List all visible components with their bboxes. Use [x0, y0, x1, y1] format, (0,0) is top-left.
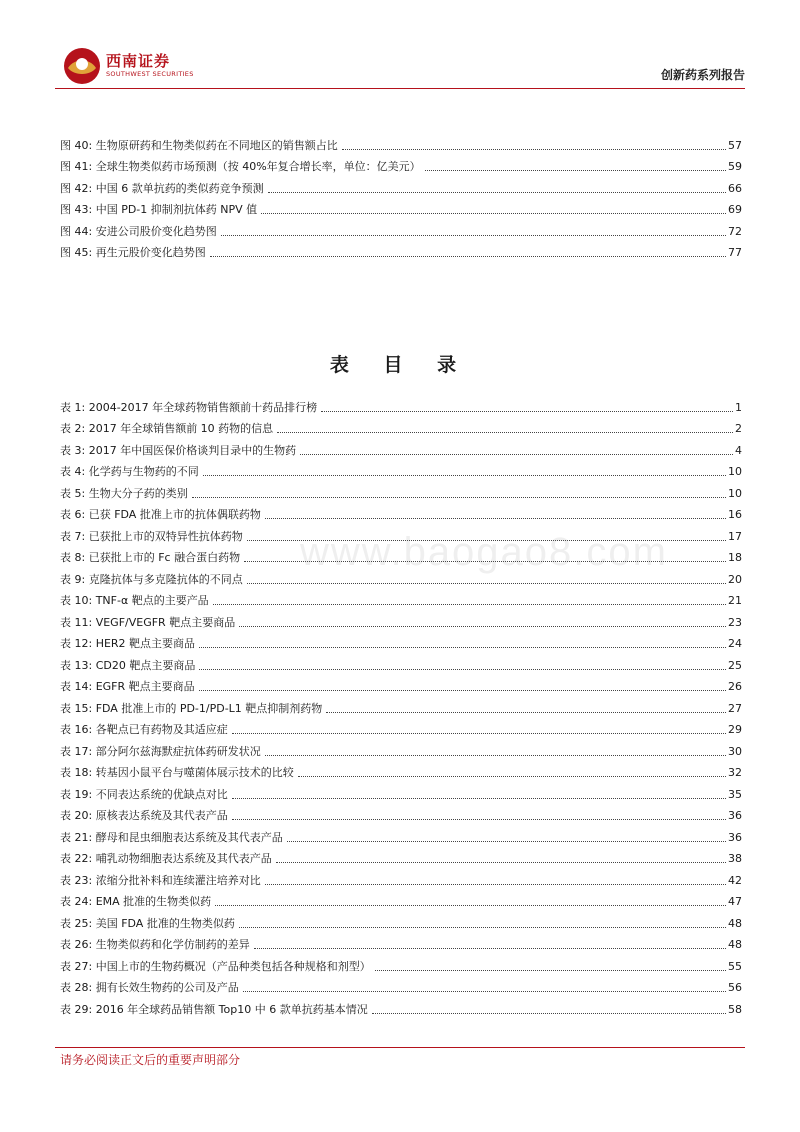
dot-leader: [232, 733, 726, 734]
figure-entry[interactable]: [60, 217, 742, 239]
table-entry-page-number: 17: [728, 529, 742, 543]
dot-leader: [239, 626, 726, 627]
table-entry-page-number: 35: [728, 787, 742, 801]
dot-leader: [425, 170, 726, 171]
table-entry-label: 表 3: 2017 年中国医保价格谈判目录中的生物药: [60, 443, 297, 457]
dot-leader: [321, 411, 733, 412]
table-entry-page-number: 16: [728, 508, 742, 521]
table-entry-page-number: 21: [728, 594, 742, 607]
table-entry-label: 表 11: VEGF/VEGFR 靶点主要商品: [60, 615, 236, 629]
table-entry-label: 表 7: 已获批上市的双特异性抗体药物: [60, 529, 243, 543]
figure-entry[interactable]: [60, 196, 742, 218]
dot-leader: [277, 432, 733, 433]
table-entry-label: 表 13: CD20 靶点主要商品: [60, 658, 196, 672]
figure-entry-page-number: 72: [728, 224, 742, 238]
table-entry-page-number: 25: [728, 658, 742, 672]
table-entry-label: 表 27: 中国上市的生物药概况（产品种类包括各种规格和剂型）: [60, 959, 371, 973]
table-entry[interactable]: [60, 823, 742, 845]
table-entry-page-number: 32: [728, 766, 742, 779]
dot-leader: [375, 970, 726, 971]
table-entry-label: 表 2: 2017 年全球销售额前 10 药物的信息: [60, 422, 274, 435]
table-entry-label: 表 25: 美国 FDA 批准的生物类似药: [60, 916, 235, 930]
figure-entry-label: 图 40: 生物原研药和生物类似药在不同地区的销售额占比: [60, 138, 338, 152]
report-type: 创新药系列报告: [660, 68, 745, 82]
figure-entry-label: 图 45: 再生元股价变化趋势图: [60, 246, 206, 259]
table-entry[interactable]: [60, 479, 742, 501]
table-entry-page-number: 26: [728, 680, 742, 693]
dot-leader: [298, 776, 726, 777]
table-entry-page-number: 18: [728, 551, 742, 564]
dot-leader: [265, 518, 726, 519]
table-entry[interactable]: [60, 888, 742, 910]
table-entry-label: 表 8: 已获批上市的 Fc 融合蛋白药物: [60, 551, 241, 564]
tables-section-title: 表 目 录: [329, 354, 471, 376]
table-entry[interactable]: [60, 415, 742, 437]
table-entry-label: 表 19: 不同表达系统的优缺点对比: [60, 787, 228, 801]
table-entry-label: 表 29: 2016 年全球药品销售额 Top10 中 6 款单抗药基本情况: [60, 1002, 368, 1016]
table-entry[interactable]: [60, 673, 742, 695]
table-entry-page-number: 24: [728, 637, 742, 650]
dot-leader: [247, 583, 726, 584]
table-entry[interactable]: [60, 952, 742, 974]
table-entry-label: 表 6: 已获 FDA 批准上市的抗体偶联药物: [60, 508, 261, 521]
table-entry[interactable]: [60, 630, 742, 652]
figure-entry[interactable]: [60, 239, 742, 261]
watermark: www.baogao8.com: [300, 530, 668, 574]
table-entry-label: 表 26: 生物类似药和化学仿制药的差异: [60, 938, 250, 951]
table-entry[interactable]: [60, 458, 742, 480]
table-entry-page-number: 38: [728, 852, 742, 865]
table-entry-page-number: 20: [728, 572, 742, 586]
table-entry[interactable]: [60, 501, 742, 523]
figure-entry[interactable]: [60, 174, 742, 196]
table-entry-label: 表 20: 原核表达系统及其代表产品: [60, 809, 228, 822]
figure-entry[interactable]: [60, 153, 742, 175]
dot-leader: [232, 798, 726, 799]
table-entry-page-number: 2: [735, 422, 742, 435]
table-entry[interactable]: [60, 759, 742, 781]
table-entry-page-number: 23: [728, 615, 742, 629]
table-entry-label: 表 1: 2004-2017 年全球药物销售额前十药品排行榜: [60, 400, 318, 414]
table-entry[interactable]: [60, 845, 742, 867]
table-entry[interactable]: [60, 393, 742, 415]
table-entry[interactable]: [60, 716, 742, 738]
dot-leader: [239, 927, 726, 928]
table-entry-page-number: 10: [728, 486, 742, 500]
figure-entry-page-number: 69: [728, 203, 742, 216]
table-entry[interactable]: [60, 909, 742, 931]
table-entry[interactable]: [60, 608, 742, 630]
table-entry-label: 表 15: FDA 批准上市的 PD-1/PD-L1 靶点抑制剂药物: [60, 701, 323, 715]
dot-leader: [199, 647, 726, 648]
dot-leader: [192, 497, 726, 498]
dot-leader: [210, 256, 726, 257]
table-entry[interactable]: [60, 694, 742, 716]
dot-leader: [300, 454, 733, 455]
figure-entry-label: 图 41: 全球生物类似药市场预测（按 40%年复合增长率，单位：亿美元）: [60, 160, 421, 173]
table-entry-label: 表 16: 各靶点已有药物及其适应症: [60, 723, 228, 736]
dot-leader: [243, 991, 726, 992]
figure-entry-label: 图 43: 中国 PD-1 抑制剂抗体药 NPV 值: [60, 203, 258, 216]
dot-leader: [268, 192, 726, 193]
figure-entry-label: 图 42: 中国 6 款单抗药的类似药竞争预测: [60, 181, 264, 195]
table-entry-page-number: 36: [728, 830, 742, 844]
table-entry[interactable]: [60, 737, 742, 759]
table-entry-label: 表 12: HER2 靶点主要商品: [60, 637, 196, 650]
table-entry-label: 表 28: 拥有长效生物药的公司及产品: [60, 981, 239, 994]
table-entry[interactable]: [60, 974, 742, 996]
header-divider: [55, 88, 745, 89]
table-entry-label: 表 14: EGFR 靶点主要商品: [60, 680, 195, 693]
figure-entry-page-number: 77: [728, 246, 742, 259]
figure-entry[interactable]: [60, 131, 742, 153]
table-entry-page-number: 10: [728, 465, 742, 478]
table-entry-page-number: 1: [735, 400, 742, 414]
table-entry[interactable]: [60, 436, 742, 458]
page-header: [0, 0, 800, 92]
table-entry[interactable]: [60, 780, 742, 802]
table-entry-label: 表 22: 哺乳动物细胞表达系统及其代表产品: [60, 852, 272, 865]
table-entry-page-number: 58: [728, 1002, 742, 1016]
dot-leader: [326, 712, 726, 713]
table-entry-label: 表 9: 克隆抗体与多克隆抗体的不同点: [60, 572, 243, 586]
figure-entry-page-number: 66: [728, 181, 742, 195]
table-entry-page-number: 48: [728, 938, 742, 951]
table-entry-page-number: 42: [728, 873, 742, 887]
dot-leader: [232, 819, 726, 820]
figure-list: [60, 131, 742, 260]
dot-leader: [287, 841, 726, 842]
figure-entry-label: 图 44: 安进公司股价变化趋势图: [60, 224, 217, 238]
table-entry-page-number: 48: [728, 916, 742, 930]
dot-leader: [199, 690, 726, 691]
brand-name-cn: 西南证券: [106, 52, 171, 70]
table-entry[interactable]: [60, 802, 742, 824]
table-entry-label: 表 18: 转基因小鼠平台与噬菌体展示技术的比较: [60, 766, 294, 779]
figure-entry-page-number: 57: [728, 138, 742, 152]
table-entry-page-number: 29: [728, 723, 742, 736]
brand-block: [106, 52, 194, 79]
table-entry-label: 表 21: 酵母和昆虫细胞表达系统及其代表产品: [60, 830, 283, 844]
table-entry-page-number: 36: [728, 809, 742, 822]
dot-leader: [254, 948, 726, 949]
table-entry-label: 表 24: EMA 批准的生物类似药: [60, 895, 212, 908]
table-entry-label: 表 4: 化学药与生物药的不同: [60, 465, 199, 478]
table-entry[interactable]: [60, 995, 742, 1017]
footer-disclaimer: 请务必阅读正文后的重要声明部分: [60, 1053, 241, 1067]
dot-leader: [342, 149, 726, 150]
table-entry-label: 表 10: TNF-α 靶点的主要产品: [60, 594, 209, 607]
dot-leader: [276, 862, 726, 863]
table-entry-page-number: 55: [728, 959, 742, 973]
dot-leader: [221, 235, 726, 236]
table-entry[interactable]: [60, 931, 742, 953]
table-entry-page-number: 47: [728, 895, 742, 908]
table-entry[interactable]: [60, 866, 742, 888]
brand-name-en: SOUTHWEST SECURITIES: [106, 70, 194, 78]
footer-divider: [55, 1047, 745, 1048]
table-entry-label: 表 5: 生物大分子药的类别: [60, 486, 188, 500]
table-list: [60, 393, 742, 1017]
table-entry[interactable]: [60, 651, 742, 673]
table-entry-label: 表 23: 浓缩分批补料和连续灌注培养对比: [60, 873, 261, 887]
dot-leader: [203, 475, 726, 476]
dot-leader: [261, 213, 726, 214]
company-logo-icon: [62, 46, 102, 86]
dot-leader: [213, 604, 726, 605]
dot-leader: [199, 669, 726, 670]
dot-leader: [265, 884, 726, 885]
table-entry-label: 表 17: 部分阿尔兹海默症抗体药研发状况: [60, 744, 261, 758]
table-entry-page-number: 27: [728, 701, 742, 715]
table-entry-page-number: 30: [728, 744, 742, 758]
table-entry-page-number: 56: [728, 981, 742, 994]
dot-leader: [372, 1013, 726, 1014]
dot-leader: [265, 755, 726, 756]
table-entry[interactable]: [60, 587, 742, 609]
table-entry-page-number: 4: [735, 443, 742, 457]
figure-entry-page-number: 59: [728, 160, 742, 173]
dot-leader: [215, 905, 726, 906]
